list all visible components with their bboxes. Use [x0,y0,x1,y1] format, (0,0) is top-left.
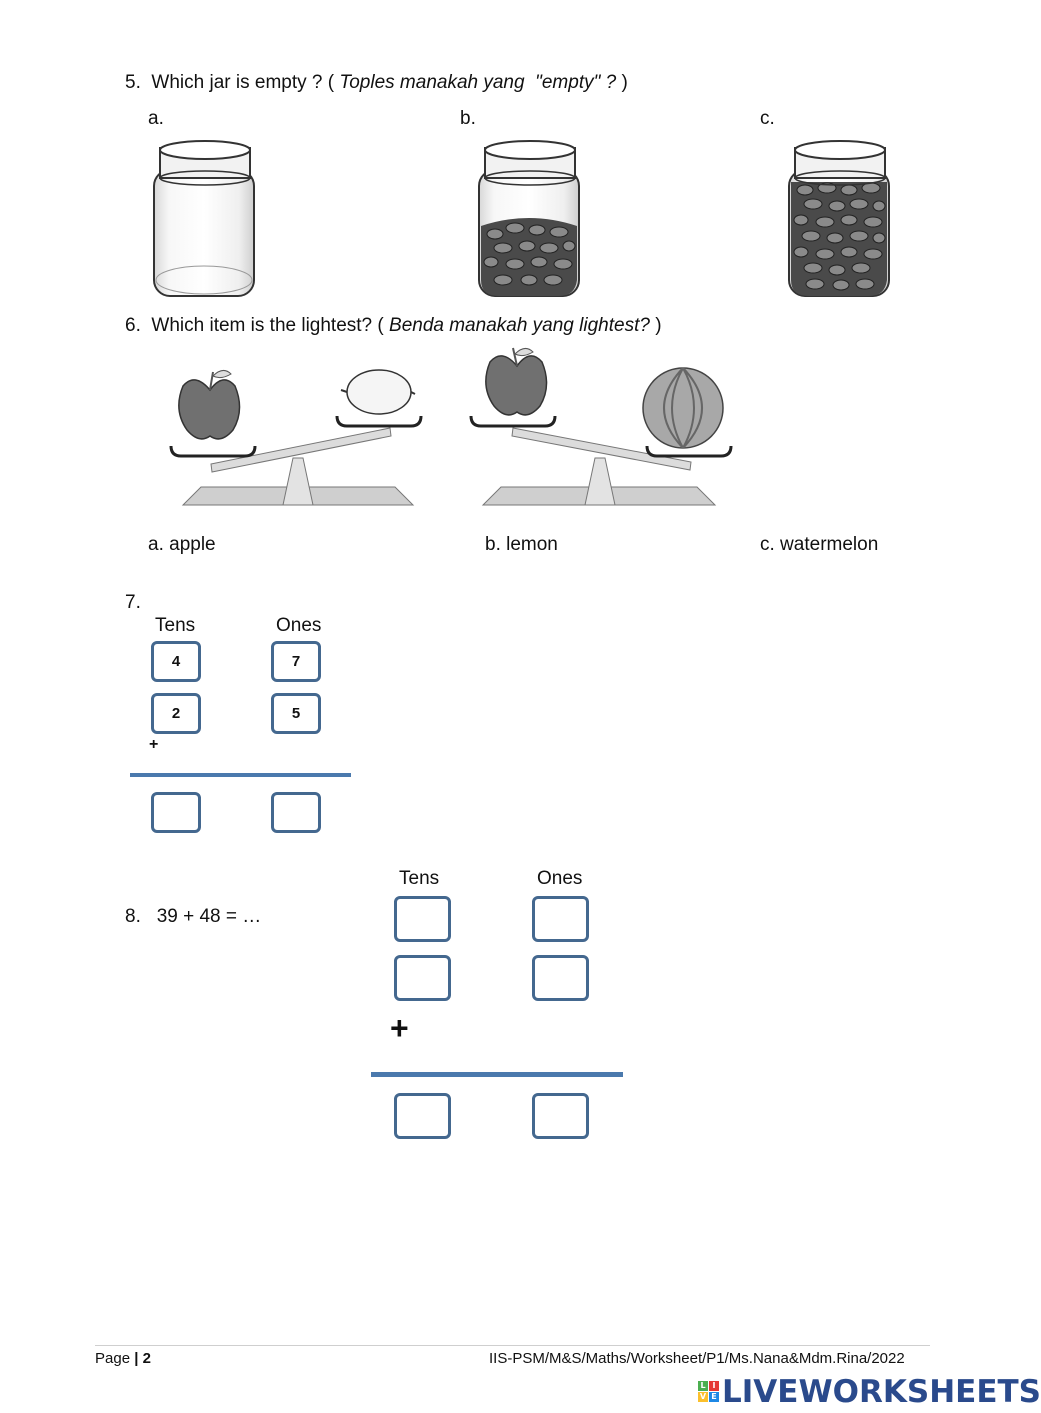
q7-answer-tens-input[interactable] [151,792,201,833]
q8-tens-label: Tens [399,868,440,889]
q8-answer-ones-field[interactable] [535,1095,586,1137]
empty-jar-image[interactable] [150,140,262,302]
q6-question: 6. Which item is the lightest? ( Benda manakah yang lightest? ) [125,315,662,336]
liveworksheets-logo-icon: L I V E [698,1381,720,1403]
q6-option-a[interactable]: a. apple [148,534,216,555]
half-full-jar-image[interactable] [475,140,587,302]
q5-option-a[interactable]: a. [148,108,164,129]
q6-number: 6. [125,315,141,336]
worksheet-reference: IIS-PSM/M&S/Maths/Worksheet/P1/Ms.Nana&Mdm.Rina/2022 [489,1350,905,1367]
q7-sum-rule [130,773,351,777]
q8-row2-tens-input[interactable] [394,955,451,1001]
q8-question [125,906,261,928]
q7-answer-ones-field[interactable] [274,794,318,831]
page-indicator: Page | 2 [95,1350,151,1367]
q7-answer-ones-input[interactable] [271,792,321,833]
q7-ones-label: Ones [276,615,322,636]
q5-question: 5. Which jar is empty ? ( Toples manakah yang "empty" ? ) [125,72,628,93]
q8-row2-ones-field[interactable] [535,957,586,999]
q8-sum-rule [371,1072,623,1077]
q8-row1-ones-field[interactable] [535,898,586,940]
q8-row1-tens-field[interactable] [397,898,448,940]
q8-number: 8. [125,906,141,927]
q7-answer-tens-field[interactable] [154,794,198,831]
liveworksheets-brand[interactable]: LIVEWORKSHEETS [722,1374,1041,1410]
q8-row1-tens-input[interactable] [394,896,451,942]
q7-plus-sign: + [149,736,159,753]
q8-row1-ones-input[interactable] [532,896,589,942]
q8-answer-ones-input[interactable] [532,1093,589,1139]
q5-option-b[interactable]: b. [460,108,476,129]
q8-answer-tens-input[interactable] [394,1093,451,1139]
q6-option-c[interactable]: c. watermelon [760,534,879,555]
footer-divider [95,1345,930,1346]
q8-row2-tens-field[interactable] [397,957,448,999]
full-jar-image[interactable] [785,140,897,302]
q7-tens-label: Tens [155,615,196,636]
q5-option-c[interactable]: c. [760,108,775,129]
seesaw-apple-watermelon-image [465,350,735,510]
q8-expression: 39 + 48 = … [156,906,262,927]
page-number: 2 [142,1350,151,1367]
q8-row2-ones-input[interactable] [532,955,589,1001]
q8-plus-sign: + [390,1010,409,1046]
q7-row1-tens-box: 4 [151,641,201,682]
q8-ones-label: Ones [537,868,583,889]
q7-row2-ones-box: 5 [271,693,321,734]
q6-option-b[interactable]: b. lemon [485,534,558,555]
q7-row2-tens-box: 2 [151,693,201,734]
q7-number: 7. [125,592,141,613]
q7-row1-ones-box: 7 [271,641,321,682]
seesaw-apple-lemon-image [165,350,425,510]
q8-answer-tens-field[interactable] [397,1095,448,1137]
q5-number: 5. [125,72,141,93]
